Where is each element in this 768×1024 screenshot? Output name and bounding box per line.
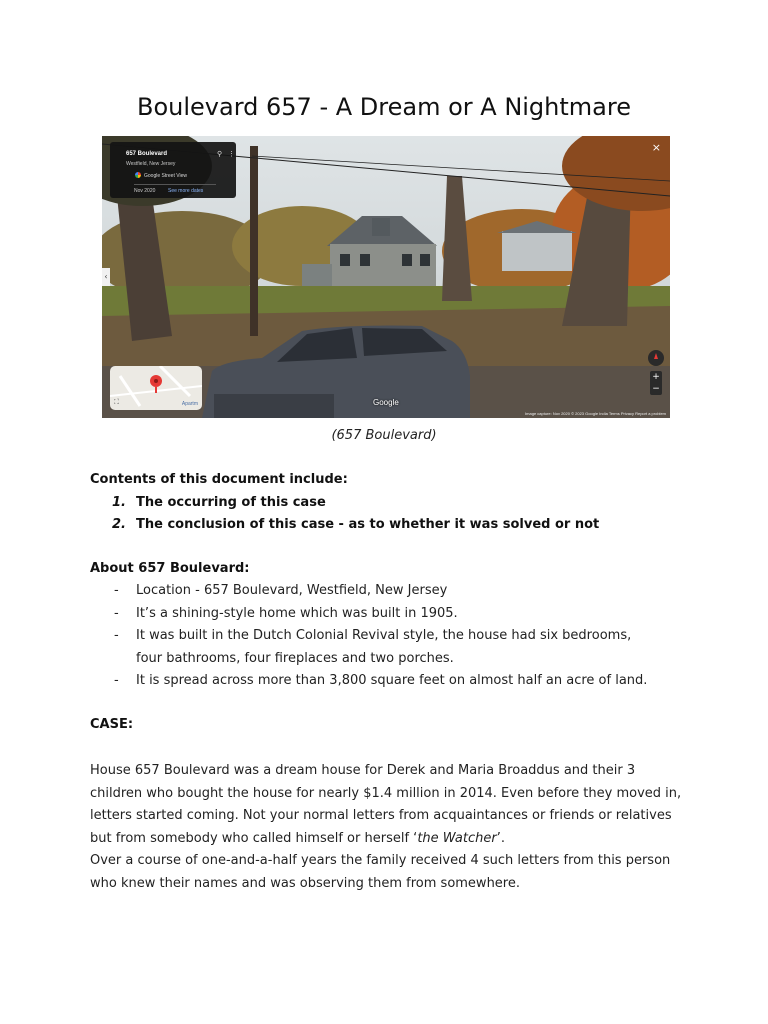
chevron-left-icon: ‹	[102, 268, 110, 286]
list-item: 1. The occurring of this case	[112, 495, 326, 510]
page-title: Boulevard 657 - A Dream or A Nightmare	[137, 93, 631, 121]
list-item: - It’s a shining-style home which was built in 1905.	[112, 603, 652, 626]
list-item: 2. The conclusion of this case - as to whether it was solved or not	[112, 517, 600, 532]
watcher-name: the Watcher	[417, 830, 497, 846]
list-item: - It was built in the Dutch Colonial Revival style, the house had six bedrooms, four bathrooms, four fireplaces and two porches.	[112, 625, 652, 670]
about-heading: About 657 Boulevard:	[90, 561, 250, 576]
close-icon: ×	[651, 141, 661, 154]
street-view-city: Westfield, New Jersey	[126, 161, 176, 167]
zoom-controls-icon: + −	[650, 371, 662, 395]
contents-list	[112, 492, 599, 536]
house-street-view-photo	[102, 136, 670, 418]
map-label: Apartm	[181, 401, 198, 407]
image-attribution: Image capture: Nov 2020 © 2023 Google India Terms Privacy Report a problem	[525, 411, 666, 416]
mini-map	[110, 366, 202, 410]
list-item: - Location - 657 Boulevard, Westfield, New Jersey	[112, 580, 652, 603]
case-paragraph: House 657 Boulevard was a dream house for Derek and Maria Broaddus and their 3 children who bought the house for nearly $1.4 million in 2014. Even before they moved in, letters started coming. Not your normal letters from acquaintances or friends or relatives but from somebody who called himself or herself ‘the Watcher’. Over a course of one-and-a-half years the family received 4 such letters from this person who knew their names and was observing them from somewhere.	[90, 763, 682, 891]
about-list	[112, 580, 652, 693]
photo-caption: (657 Boulevard)	[331, 428, 437, 443]
divider	[134, 184, 216, 185]
street-view-source: Google Street View	[144, 173, 187, 179]
google-watermark: Google	[373, 398, 399, 407]
compass-icon	[648, 350, 664, 366]
contents-heading: Contents of this document include:	[90, 472, 348, 487]
case-heading: CASE:	[90, 717, 134, 732]
more-options-icon: ⋮	[228, 151, 235, 158]
google-logo-icon	[135, 172, 141, 178]
list-item: - It is spread across more than 3,800 square feet on almost half an acre of land.	[112, 670, 652, 693]
street-view-info-card	[110, 142, 236, 198]
pin-icon: ⚲	[217, 151, 223, 158]
street-view-address: 657 Boulevard	[126, 151, 168, 157]
see-more-dates-link: See more dates	[168, 188, 204, 194]
expand-icon: ⛶	[114, 398, 119, 406]
capture-date: Nov 2020	[134, 188, 156, 194]
